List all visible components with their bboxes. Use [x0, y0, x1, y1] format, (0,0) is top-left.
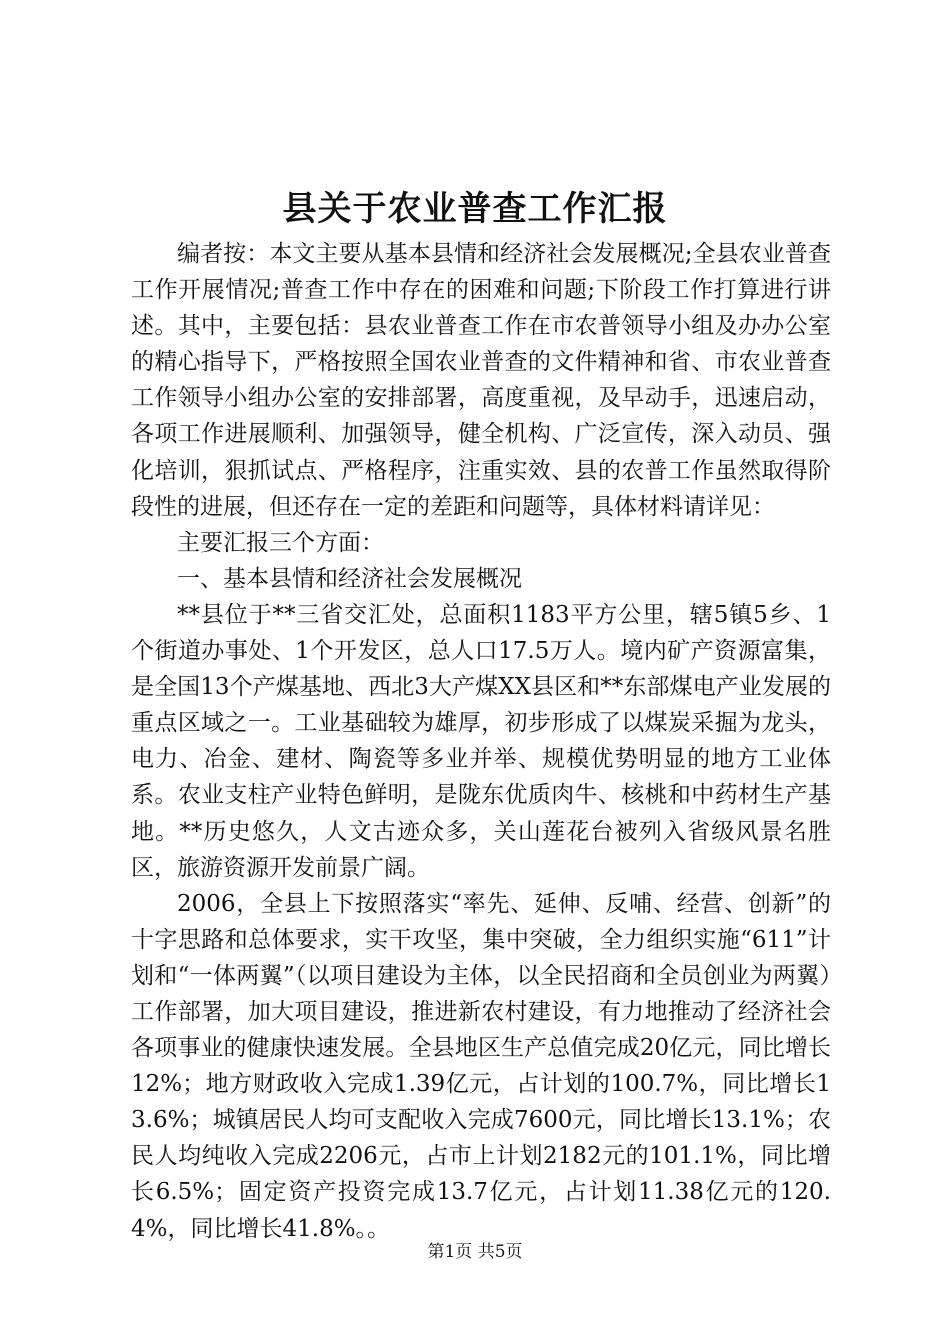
document-body [131, 236, 831, 1247]
page-number-footer: 第1页 共5页 [427, 1242, 523, 1262]
paragraph-county-overview: **县位于**三省交汇处，总面积1183平方公里，辖5镇5乡、1个街道办事处、1个开发区，总人口17.5万人。境内矿产资源富集，是全国13个产煤基地、西北3大产煤XX县区和**东部煤电产业发展的重点区域之一。工业基础较为雄厚，初步形成了以煤炭采掘为龙头，电力、冶金、建材、陶瓷等多业并举、规模优势明显的地方工业体系。农业支柱产业特色鲜明，是陇东优质肉牛、核桃和中药材生产基地。**历史悠久，人文古迹众多，关山莲花台被列入省级风景名胜区，旅游资源开发前景广阔。 [131, 601, 831, 881]
paragraph-economy-2006: 2006，全县上下按照落实“率先、延伸、反哺、经营、创新”的十字思路和总体要求，实干攻坚，集中突破，全力组织实施“611”计划和“一体两翼”（以项目建设为主体，以全民招商和全员创业为两翼）工作部署，加大项目建设，推进新农村建设，有力地推动了经济社会各项事业的健康快速发展。全县地区生产总值完成20亿元，同比增长12%；地方财政收入完成1.39亿元，占计划的100.7%，同比增长13.6%；城镇居民人均可支配收入完成7600元，同比增长13.1%；农民人均纯收入完成2206元，占市上计划2182元的101.1%，同比增长6.5%；固定资产投资完成13.7亿元，占计划11.38亿元的120.4%，同比增长41.8%。。 [131, 890, 831, 1242]
document-title: 县关于农业普查工作汇报 [282, 189, 668, 229]
paragraph-intro: 主要汇报三个方面： [177, 529, 384, 556]
paragraph-editor-note: 编者按：本文主要从基本县情和经济社会发展概况;全县农业普查工作开展情况;普查工作中存在的困难和问题;下阶段工作打算进行讲述。其中，主要包括：县农业普查工作在市农普领导小组及办办公室的精心指导下，严格按照全国农业普查的文件精神和省、市农业普查工作领导小组办公室的安排部署，高度重视，及早动手，迅速启动，各项工作进展顺利、加强领导，健全机构、广泛宣传，深入动员、强化培训，狠抓试点、严格程序，注重实效、县的农普工作虽然取得阶段性的进展，但还存在一定的差距和问题等，具体材料请详见： [131, 241, 831, 520]
section-heading-1: 一、基本县情和经济社会发展概况 [177, 565, 522, 592]
